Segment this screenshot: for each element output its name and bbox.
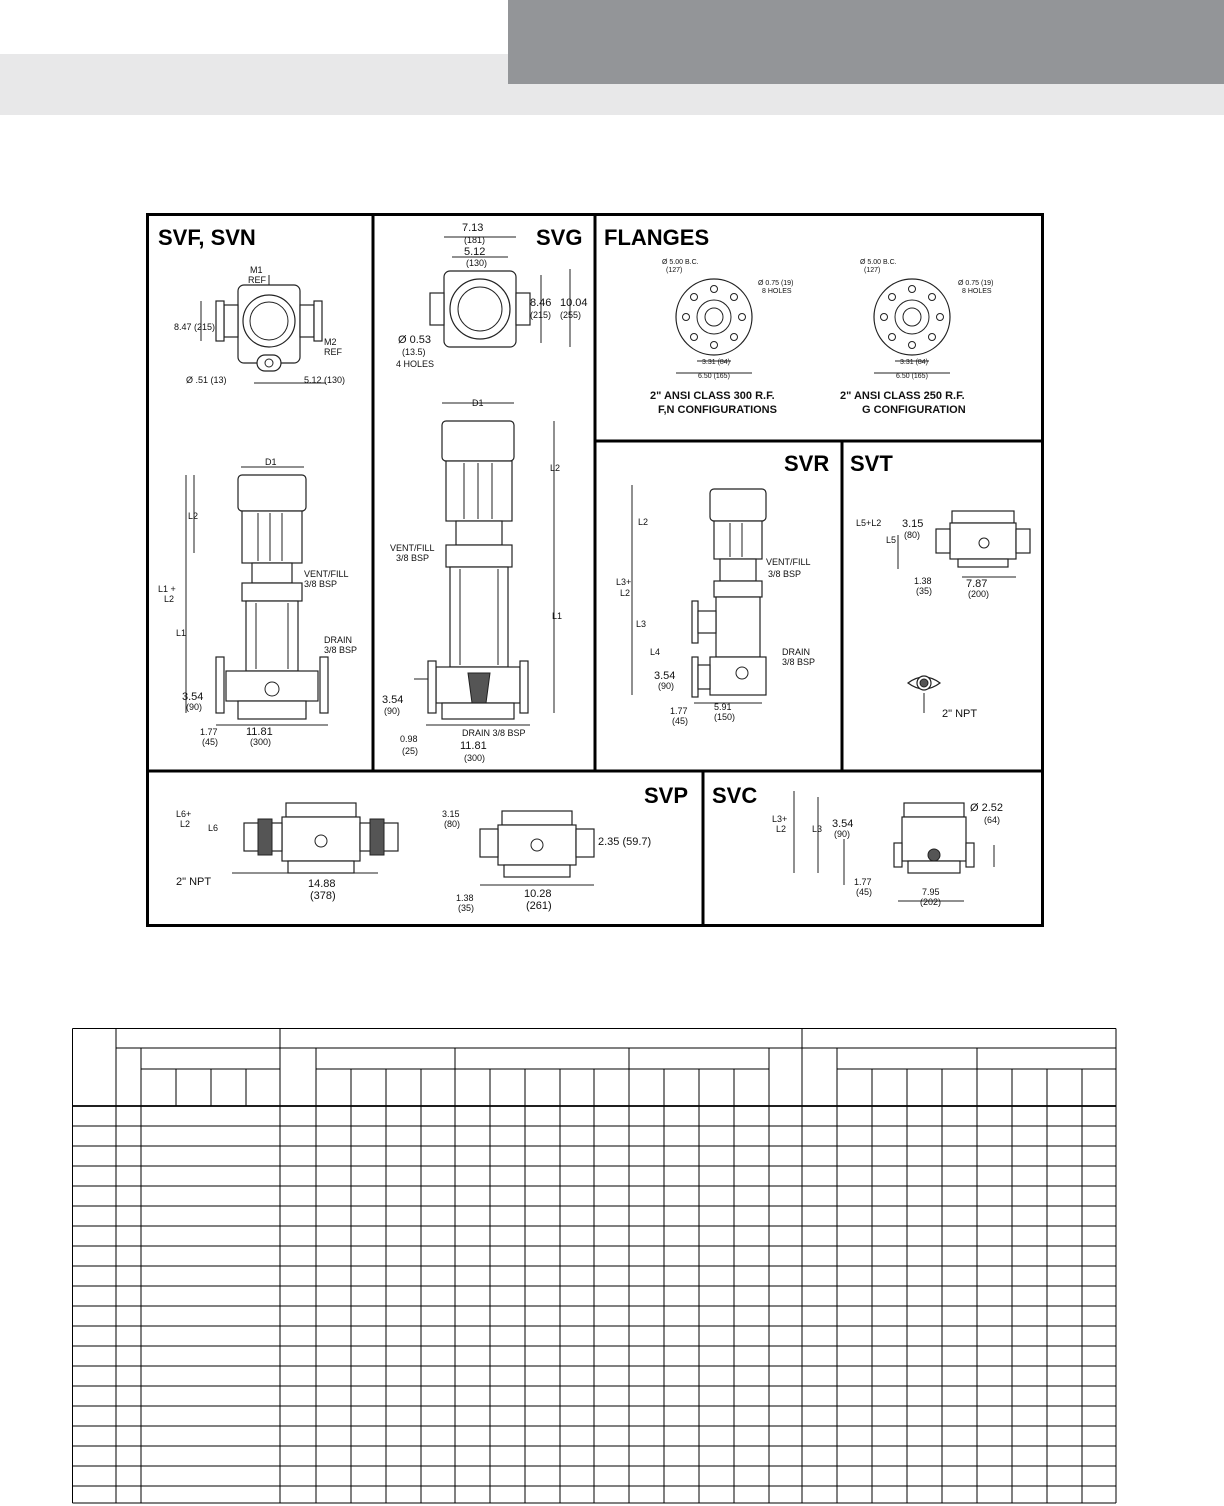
dim-177: 1.77 xyxy=(200,727,218,737)
l6-label: L6 xyxy=(208,823,219,833)
dim-1488: 14.88 xyxy=(308,878,336,890)
l1-l2-label-a: L1 + xyxy=(158,584,176,594)
dim-80: (80) xyxy=(904,530,921,540)
flange-caption-2a: 2" ANSI CLASS 250 R.F. xyxy=(840,390,965,402)
dim-45: (45) xyxy=(856,887,873,897)
panel-title: SVG xyxy=(536,225,583,250)
dim-1181: 11.81 xyxy=(460,740,487,752)
dim-45: (45) xyxy=(202,737,219,747)
dim-1028: 10.28 xyxy=(524,888,552,900)
l6l2-label-a: L6+ xyxy=(176,809,192,819)
npt-label: 2" NPT xyxy=(942,708,978,720)
l2-label: L2 xyxy=(638,517,649,527)
l4-label: L4 xyxy=(650,647,661,657)
bc-label-a: Ø 5.00 B.C. xyxy=(860,259,897,266)
dim-331: 3.31 (84) xyxy=(900,359,929,366)
bc-label-b: (127) xyxy=(666,267,683,274)
holes-label-b: 8 HOLES xyxy=(962,288,992,295)
d1-label: D1 xyxy=(265,457,277,467)
l3l2-label-b: L2 xyxy=(620,588,631,598)
l2-label: L2 xyxy=(550,463,561,473)
vent-label-a: VENT/FILL xyxy=(390,543,435,553)
dim-200: (200) xyxy=(968,589,990,599)
l3-label: L3 xyxy=(812,824,823,834)
dim-90: (90) xyxy=(186,702,203,712)
dim-215: (215) xyxy=(530,310,552,320)
l5l2-label: L5+L2 xyxy=(856,518,882,528)
dim-150: (150) xyxy=(714,712,736,722)
dim-591: 5.91 xyxy=(714,702,732,712)
vent-label-b: 3/8 BSP xyxy=(768,569,802,579)
dim-80: (80) xyxy=(444,819,461,829)
m1-label: M1 xyxy=(250,265,263,275)
l3l2-label-a: L3+ xyxy=(772,814,788,824)
vent-label-a: VENT/FILL xyxy=(766,557,811,567)
dim-252: Ø 2.52 xyxy=(970,802,1004,814)
m1-ref-label: REF xyxy=(248,275,266,285)
hole-label-c: 4 HOLES xyxy=(396,359,435,369)
holes-label-a: Ø 0.75 (19) xyxy=(758,280,794,287)
l2-label: L2 xyxy=(188,511,199,521)
dim-795: 7.95 xyxy=(922,887,940,897)
panel-title: SVT xyxy=(850,451,893,476)
dim-90: (90) xyxy=(834,829,851,839)
dim-300: (300) xyxy=(250,737,272,747)
dim-90: (90) xyxy=(384,706,401,716)
drain-label-b: 3/8 BSP xyxy=(324,645,358,655)
table-grid-svg xyxy=(72,1028,1117,1504)
l1-l2-label-b: L2 xyxy=(164,594,175,604)
panel-title: SVF, SVN xyxy=(158,225,256,250)
dim-354: 3.54 xyxy=(832,818,854,830)
dim-847: 8.47 (215) xyxy=(174,322,216,332)
l6l2-label-b: L2 xyxy=(180,819,191,829)
hole-label-a: Ø 0.53 xyxy=(398,334,432,346)
panel-title: SVP xyxy=(644,783,689,808)
dim-181: (181) xyxy=(464,235,486,245)
dim-202: (202) xyxy=(920,897,942,907)
dim-354: 3.54 xyxy=(182,691,204,703)
panel-title: FLANGES xyxy=(604,225,710,250)
dim-138: 1.38 xyxy=(456,893,474,903)
header-band-dark xyxy=(508,0,1224,84)
drain-label-a: DRAIN xyxy=(782,647,811,657)
dim-051: Ø .51 (13) xyxy=(186,375,227,385)
l5-label: L5 xyxy=(886,535,897,545)
panel-title: SVC xyxy=(712,783,758,808)
dimension-drawing xyxy=(146,213,1044,927)
flange-caption-2b: G CONFIGURATION xyxy=(862,404,966,416)
m2-ref-label: REF xyxy=(324,347,342,357)
dim-713: 7.13 xyxy=(462,222,484,234)
vent-label-a: VENT/FILL xyxy=(304,569,349,579)
dim-35: (35) xyxy=(458,903,475,913)
dim-25: (25) xyxy=(402,746,419,756)
flange-caption-1b: F,N CONFIGURATIONS xyxy=(658,404,777,416)
holes-label-a: Ø 0.75 (19) xyxy=(958,280,994,287)
dim-098: 0.98 xyxy=(400,734,418,744)
l1-label: L1 xyxy=(552,611,563,621)
l3l2-label-a: L3+ xyxy=(616,577,632,587)
dim-512: 5.12 (130) xyxy=(304,375,346,385)
dim-300: (300) xyxy=(464,753,486,763)
dim-846: 8.46 xyxy=(530,297,552,309)
drain-label-b: 3/8 BSP xyxy=(782,657,816,667)
dim-378: (378) xyxy=(310,890,336,902)
dim-235: 2.35 (59.7) xyxy=(598,836,652,848)
dim-650: 6.50 (165) xyxy=(698,373,730,380)
dimension-table-grid xyxy=(72,1028,1117,1504)
l3l2-label-b: L2 xyxy=(776,824,787,834)
dim-787: 7.87 xyxy=(966,578,988,590)
dim-255: (255) xyxy=(560,310,582,320)
dim-331: 3.31 (84) xyxy=(702,359,731,366)
dim-64: (64) xyxy=(984,815,1001,825)
l1-label: L1 xyxy=(176,628,187,638)
drain-label: DRAIN 3/8 BSP xyxy=(462,728,526,738)
flange-caption-1a: 2" ANSI CLASS 300 R.F. xyxy=(650,390,775,402)
npt-label: 2" NPT xyxy=(176,876,212,888)
dim-138: 1.38 xyxy=(914,576,932,586)
dim-45: (45) xyxy=(672,716,689,726)
hole-label-b: (13.5) xyxy=(402,347,426,357)
vent-label-b: 3/8 BSP xyxy=(304,579,338,589)
vent-label-b: 3/8 BSP xyxy=(396,553,430,563)
dim-1181: 11.81 xyxy=(246,726,273,738)
dim-177: 1.77 xyxy=(854,877,872,887)
d1-label: D1 xyxy=(472,398,484,408)
dim-315: 3.15 xyxy=(902,518,924,530)
dim-261: (261) xyxy=(526,900,552,912)
dim-130: (130) xyxy=(466,258,488,268)
holes-label-b: 8 HOLES xyxy=(762,288,792,295)
bc-label-b: (127) xyxy=(864,267,881,274)
bc-label-a: Ø 5.00 B.C. xyxy=(662,259,699,266)
dim-315: 3.15 xyxy=(442,809,460,819)
l3-label: L3 xyxy=(636,619,647,629)
dim-512: 5.12 xyxy=(464,246,486,258)
dim-90: (90) xyxy=(658,681,675,691)
dim-354: 3.54 xyxy=(382,694,404,706)
dim-650: 6.50 (165) xyxy=(896,373,928,380)
panel-title: SVR xyxy=(784,451,830,476)
dim-35: (35) xyxy=(916,586,933,596)
m2-label: M2 xyxy=(324,337,337,347)
dim-1004: 10.04 xyxy=(560,297,588,309)
dim-177: 1.77 xyxy=(670,706,688,716)
dim-354: 3.54 xyxy=(654,670,676,682)
drain-label-a: DRAIN xyxy=(324,635,353,645)
